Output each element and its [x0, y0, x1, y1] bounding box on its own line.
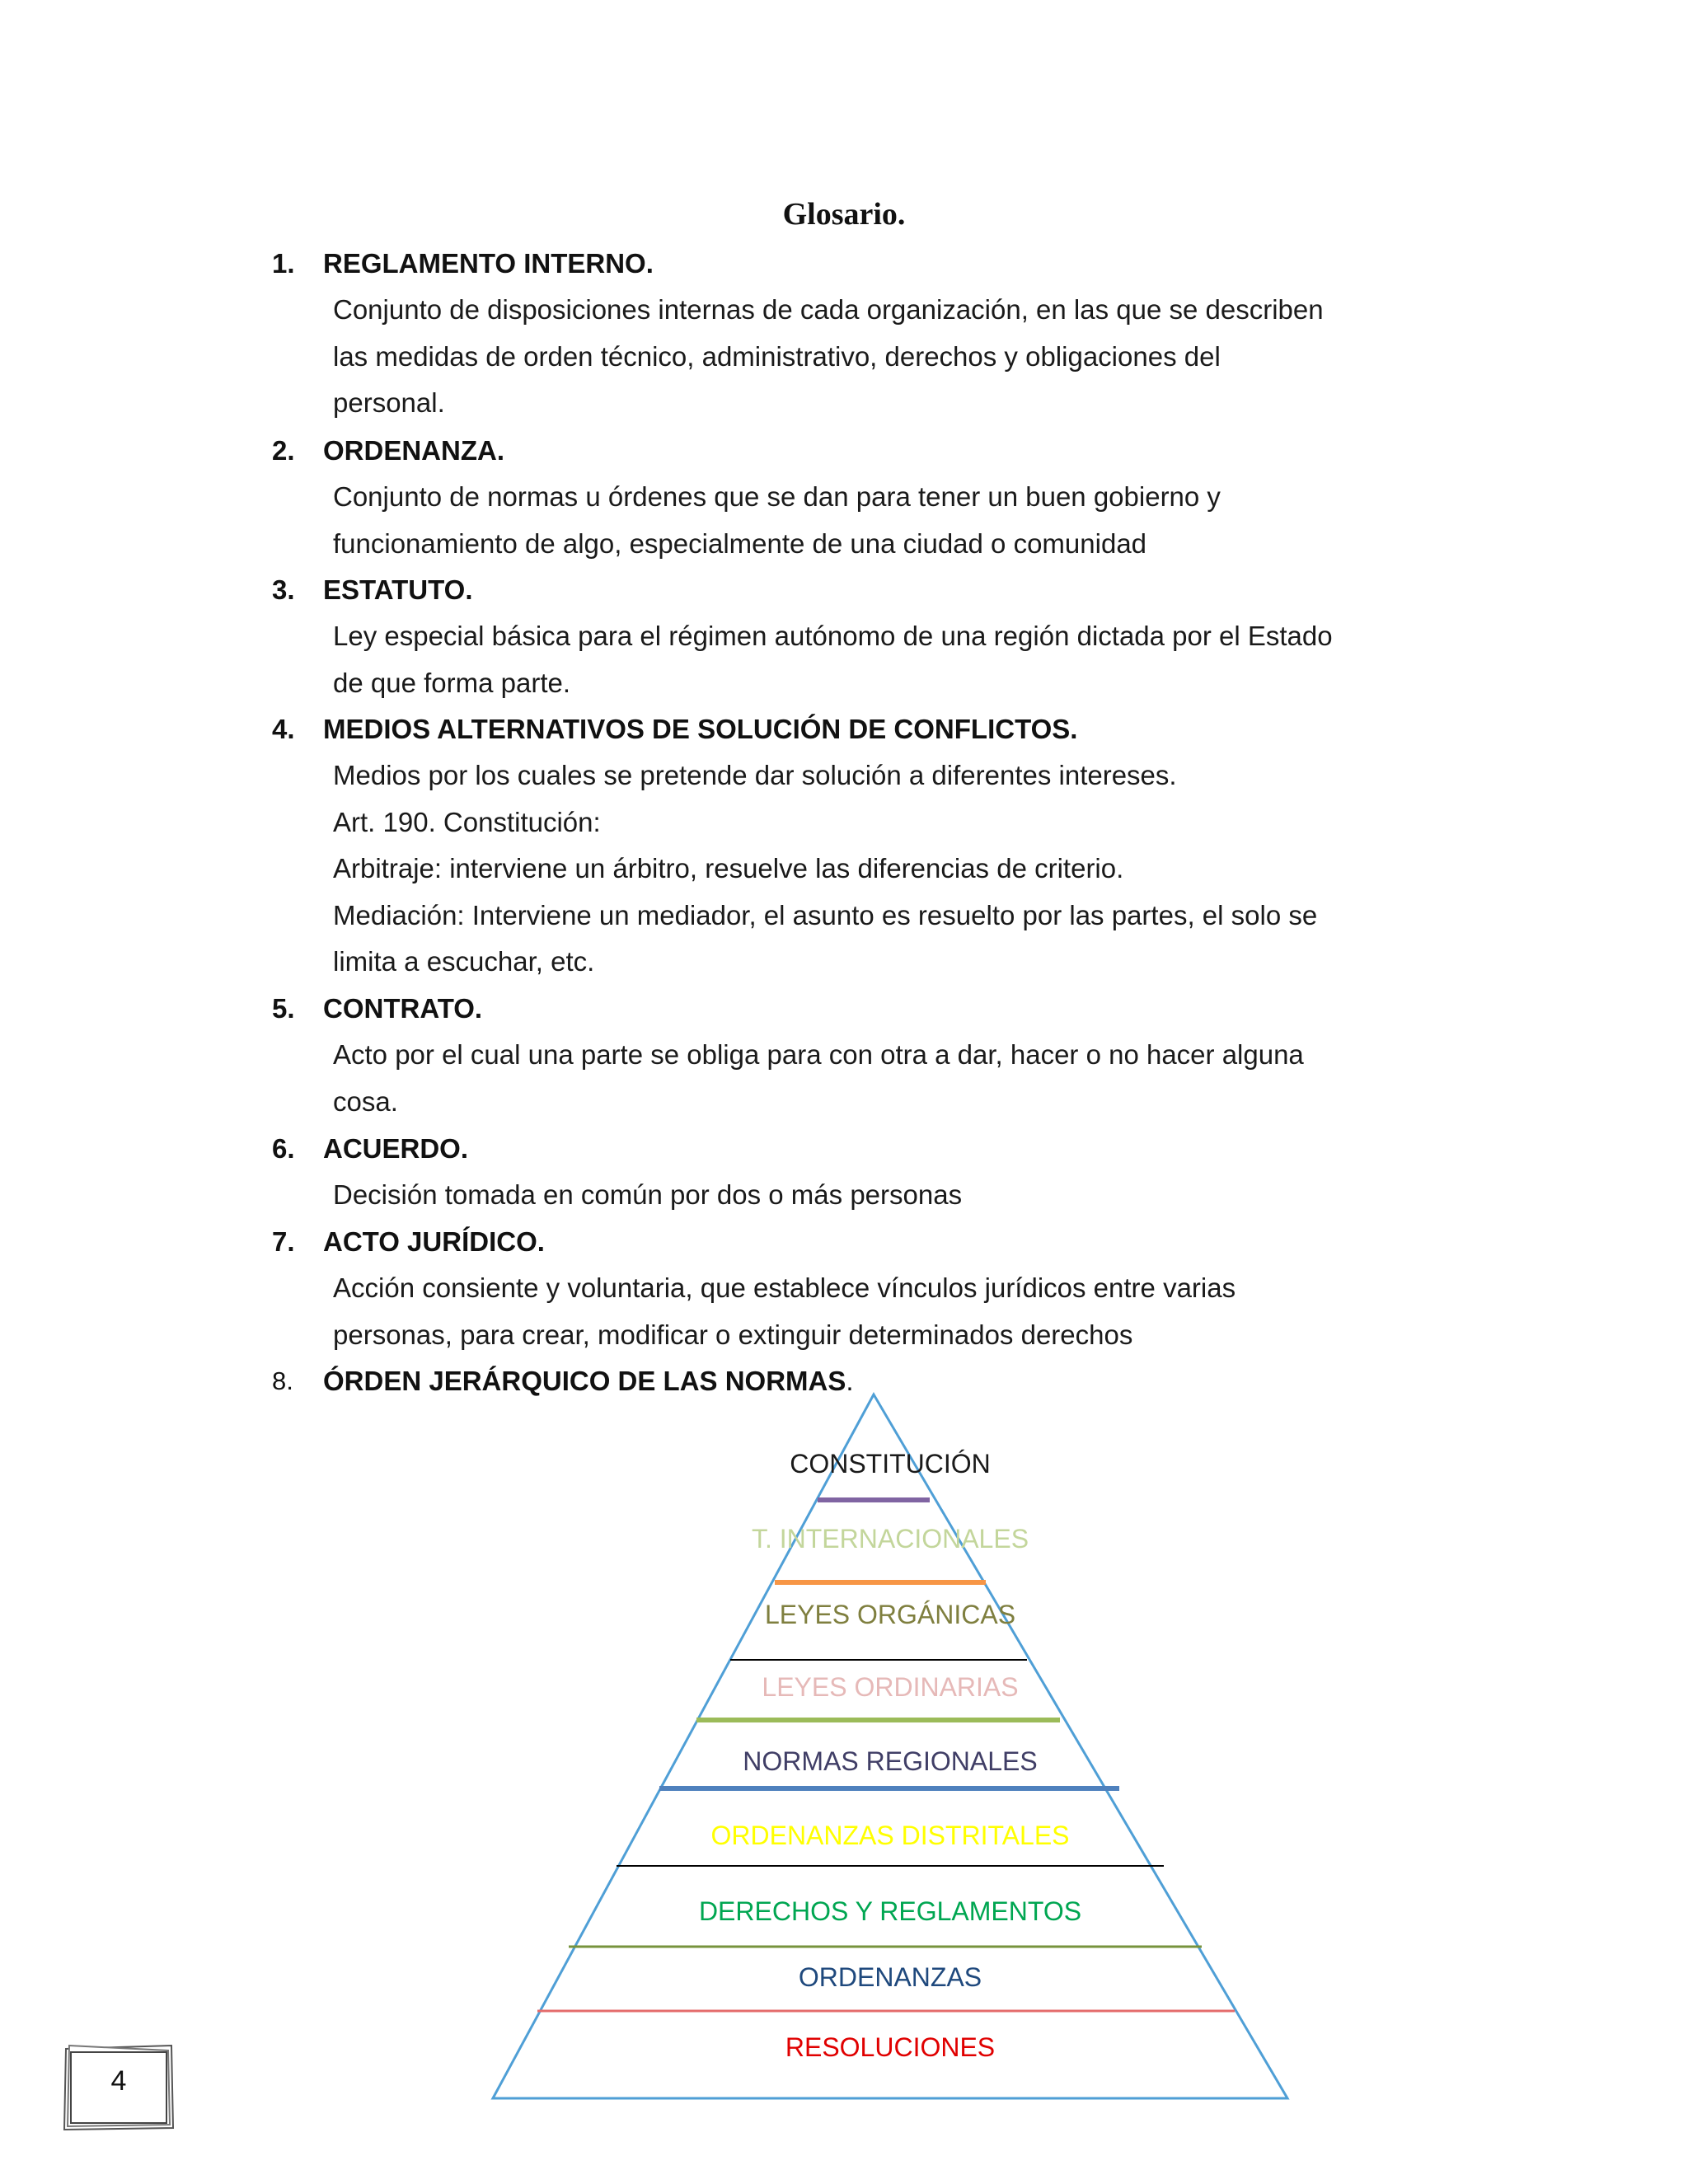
item-heading: CONTRATO.: [323, 993, 483, 1024]
item-heading: REGLAMENTO INTERNO.: [323, 248, 654, 279]
item-number: 1.: [272, 248, 295, 279]
item-number: 4.: [272, 714, 295, 744]
item-number: 5.: [272, 993, 295, 1024]
definition-line: personal.: [333, 387, 445, 418]
definition-line: Medios por los cuales se pretende dar solución a diferentes intereses.: [333, 760, 1177, 790]
item-heading: ACTO JURÍDICO.: [323, 1226, 545, 1257]
item-heading-text: ÓRDEN JERÁRQUICO DE LAS NORMAS: [323, 1366, 846, 1396]
definition-line: Acción consiente y voluntaria, que establece vínculos jurídicos entre varias: [333, 1272, 1236, 1303]
page-number: 4: [110, 2065, 127, 2097]
definition-line: Conjunto de normas u órdenes que se dan para tener un buen gobierno y: [333, 481, 1221, 512]
item-heading: MEDIOS ALTERNATIVOS DE SOLUCIÓN DE CONFLICTOS.: [323, 714, 1078, 744]
definition-line: Mediación: Interviene un mediador, el asunto es resuelto por las partes, el solo se: [333, 899, 1318, 930]
definition-line: Art. 190. Constitución:: [333, 806, 601, 837]
item-number: 2.: [272, 435, 295, 466]
item-heading: ORDENANZA.: [323, 435, 504, 466]
item-number: 3.: [272, 574, 295, 605]
pyramid-level-label: T. INTERNACIONALES: [751, 1524, 1029, 1554]
definition-line: funcionamiento de algo, especialmente de una ciudad o comunidad: [333, 527, 1147, 559]
glossary-title: Glosario.: [782, 197, 906, 232]
item-heading-trail: .: [846, 1366, 854, 1396]
item-number: 7.: [272, 1226, 295, 1257]
definition-line: las medidas de orden técnico, administrativo, derechos y obligaciones del: [333, 340, 1221, 372]
item-heading: ACUERDO.: [323, 1133, 469, 1164]
pyramid-level-label: ORDENANZAS DISTRITALES: [710, 1821, 1070, 1850]
definition-line: de que forma parte.: [333, 667, 571, 698]
item-heading: ESTATUTO.: [323, 574, 473, 605]
definition-line: Decisión tomada en común por dos o más personas: [333, 1179, 963, 1210]
definition-line: personas, para crear, modificar o extinguir determinados derechos: [333, 1319, 1133, 1350]
definition-line: Ley especial básica para el régimen autónomo de una región dictada por el Estado: [333, 621, 1333, 651]
definition-line: Conjunto de disposiciones internas de cada organización, en las que se describen: [333, 294, 1324, 325]
pyramid-level-label: ORDENANZAS: [798, 1962, 982, 1992]
pyramid-level-label: RESOLUCIONES: [785, 2032, 996, 2062]
pyramid-level-label: NORMAS REGIONALES: [743, 1746, 1038, 1776]
definition-line: Acto por el cual una parte se obliga para con otra a dar, hacer o no hacer alguna: [333, 1039, 1304, 1070]
definition-line: cosa.: [333, 1085, 398, 1117]
pyramid-level-label: LEYES ORGÁNICAS: [764, 1600, 1016, 1629]
pyramid-level-label: CONSTITUCIÓN: [790, 1449, 991, 1479]
pyramid-level-label: DERECHOS Y REGLAMENTOS: [698, 1896, 1082, 1926]
item-number: 8.: [272, 1366, 293, 1395]
pyramid-level-label: LEYES ORDINARIAS: [762, 1672, 1019, 1702]
definition-line: limita a escuchar, etc.: [333, 946, 595, 977]
definition-line: Arbitraje: interviene un árbitro, resuelve las diferencias de criterio.: [333, 853, 1124, 883]
item-number: 6.: [272, 1133, 295, 1164]
